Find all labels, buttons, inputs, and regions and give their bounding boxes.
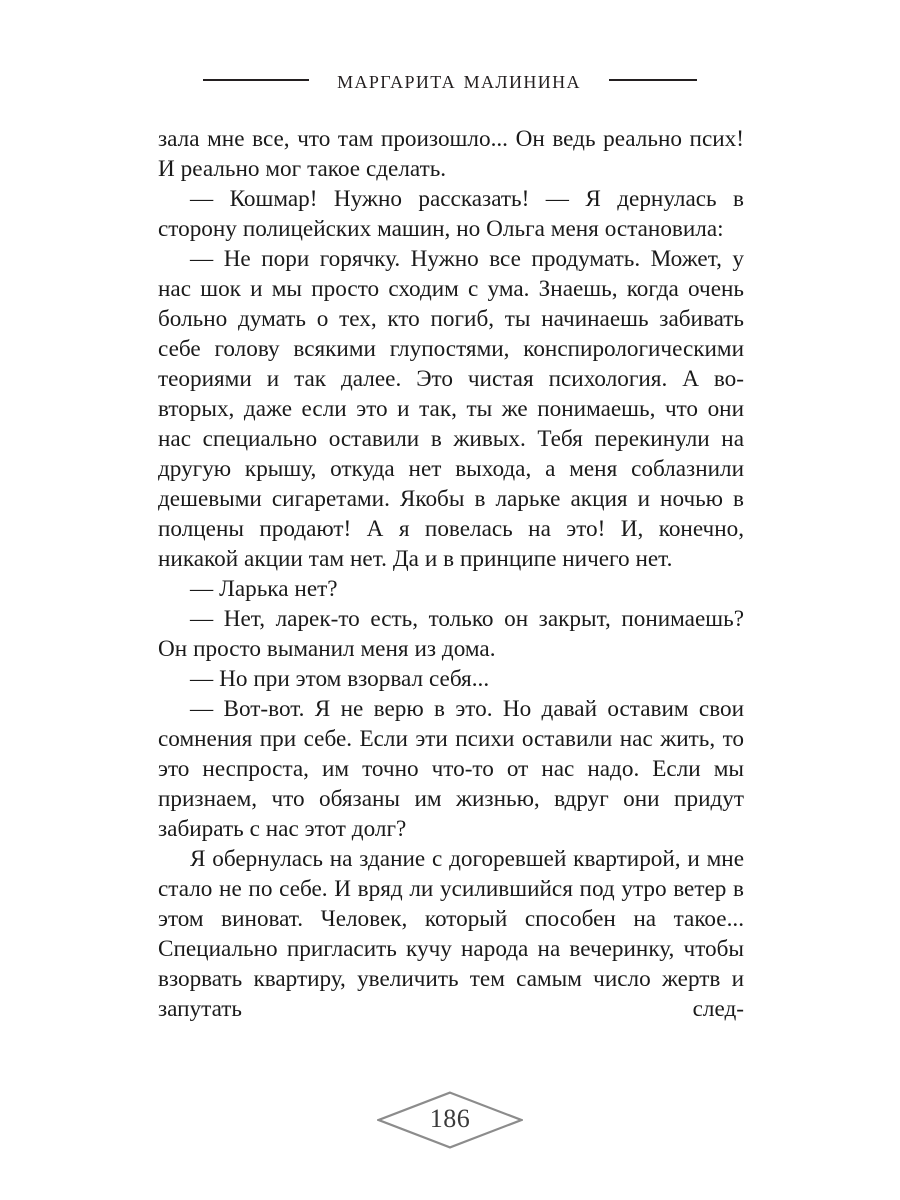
running-head bbox=[0, 62, 900, 98]
diamond-ornament-icon bbox=[377, 1091, 523, 1149]
paragraph-continuation: зала мне все, что там произошло... Он ведь реально псих! И реально мог такое сделать. bbox=[158, 126, 744, 182]
paragraph-dialogue: — Но при этом взорвал себя... bbox=[190, 666, 490, 692]
running-head-rule-left bbox=[203, 79, 309, 81]
paragraph-dialogue: — Нет, ларек-то есть, только он закрыт, понимаешь? Он просто выманил меня из дома. bbox=[158, 606, 744, 662]
page-number: 186 bbox=[429, 1104, 471, 1133]
running-head-author: маргарита малинина bbox=[337, 66, 581, 94]
paragraph-dialogue: — Кошмар! Нужно рассказать! — Я дернулась в сторону полицейских машин, но Ольга меня остановила: bbox=[158, 186, 744, 242]
body-text bbox=[158, 124, 744, 1024]
paragraph-dialogue: — Ларька нет? bbox=[190, 576, 338, 602]
running-head-rule-right bbox=[609, 79, 697, 81]
paragraph-narrative: Я обернулась на здание с догоревшей квартирой, и мне стало не по себе. И вряд ли усилившийся под утро ветер в этом виноват. Человек, который способен на такое... Специально пригласить кучу народа на вечеринку, чтобы взорвать квартиру, увеличить тем самым число жертв и запутать след- bbox=[158, 846, 744, 1022]
paragraph-dialogue: — Не пори горячку. Нужно все продумать. Может, у нас шок и мы просто сходим с ума. Знаешь, когда очень больно думать о тех, кто погиб, ты начинаешь забивать себе голову всякими глупостями, конспирологическими теориями и так далее. Это чистая психология. А во-вторых, даже если это и так, ты же понимаешь, что они нас специально оставили в живых. Тебя перекинули на другую крышу, откуда нет выхода, а меня соблазнили дешевыми сигаретами. Якобы в ларьке акция и ночью в полцены продают! А я повелась на это! И, конечно, никакой акции там нет. Да и в принципе ничего нет. bbox=[158, 246, 744, 572]
page-footer bbox=[0, 1088, 900, 1152]
paragraph-dialogue: — Вот-вот. Я не верю в это. Но давай оставим свои сомнения при себе. Если эти психи оставили нас жить, то это неспроста, им точно что-то от нас надо. Если мы признаем, что обязаны им жизнью, вдруг они придут забирать с нас этот долг? bbox=[158, 696, 744, 842]
